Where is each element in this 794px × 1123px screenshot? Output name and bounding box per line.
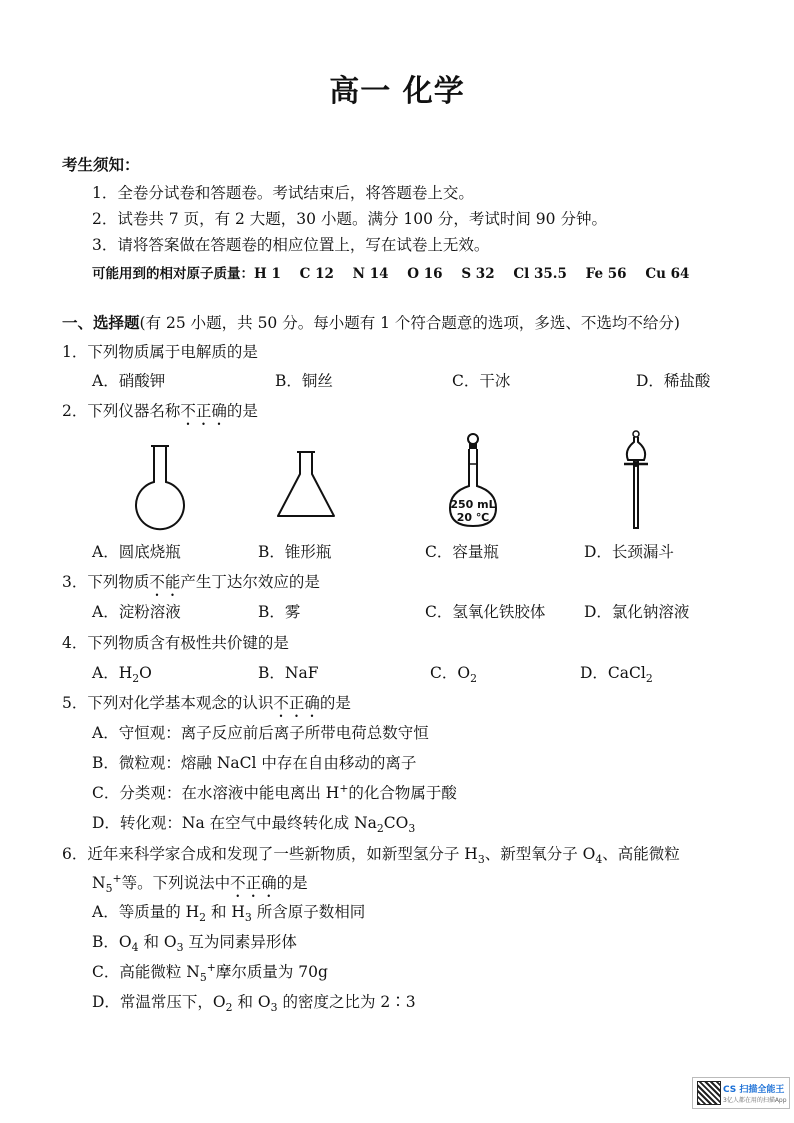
flask-temp-label: 20 ℃ — [456, 511, 490, 524]
q6-option-a: A．等质量的 $H_2$ 和 $H_3$ 所含原子数相同 — [92, 903, 366, 925]
q6-option-d: D．常温常压下，$O_2$ 和 $O_3$ 的密度之比为 2∶3 — [92, 993, 416, 1015]
q6-stem-line-2: $N_5^+$等。下列说法中不正确的是 — [92, 871, 308, 896]
section-desc: (有 25 小题，共 50 分。每小题有 1 个符合题意的选项，多选、不选均不给分) — [139, 314, 680, 332]
q1-option-c: C．干冰 — [452, 372, 511, 390]
flask-volume-label: 250 mL — [450, 498, 496, 511]
q5-option-d: D．转化观：Na 在空气中最终转化成 $Na_2CO_3$ — [92, 814, 416, 836]
q6-option-c: C．高能微粒 $N_5^+$摩尔质量为 70g — [92, 960, 328, 985]
q1-option-d: D．稀盐酸 — [636, 372, 711, 390]
q2-option-d: D．长颈漏斗 — [584, 543, 674, 561]
conical-flask-illustration — [272, 448, 342, 522]
funnel-illustration — [618, 428, 658, 532]
notice-heading: 考生须知： — [62, 155, 140, 174]
q2-option-a: A．圆底烧瓶 — [92, 543, 181, 561]
q3-option-a: A．淀粉溶液 — [92, 603, 181, 621]
q4-stem: 4．下列物质含有极性共价键的是 — [62, 634, 289, 652]
q1-stem: 1．下列物质属于电解质的是 — [62, 343, 258, 361]
q2-option-b: B．锥形瓶 — [258, 543, 332, 561]
volumetric-flask-illustration — [440, 430, 510, 530]
notice-item-3: 3．请将答案做在答题卷的相应位置上，写在试卷上无效。 — [92, 236, 490, 254]
q3-option-b: B．雾 — [258, 603, 301, 621]
notice-item-2: 2．试卷共 7 页，有 2 大题，30 小题。满分 100 分，考试时间 90 分钟。 — [92, 210, 607, 228]
q3-option-c: C．氢氧化铁胶体 — [425, 603, 546, 621]
q4-option-d: D．CaCl$_2$ — [580, 664, 653, 686]
page-title: 高一 化学 — [329, 74, 465, 109]
qr-code-icon — [697, 1081, 721, 1105]
watermark-logo: CS 扫描全能王 — [723, 1085, 785, 1095]
q5-option-b: B．微粒观：熔融 NaCl 中存在自由移动的离子 — [92, 754, 417, 772]
q5-option-c: C．分类观：在水溶液中能电离出 H+的化合物属于酸 — [92, 781, 457, 802]
q4-option-a: A．$H_2O$ — [92, 664, 152, 686]
q4-option-b: B．NaF — [258, 664, 319, 682]
q2-stem: 2．下列仪器名称不正确的是 — [62, 402, 258, 420]
section-heading — [62, 312, 680, 334]
atomic-masses: 可能用到的相对原子质量：H 1 C 12 N 14 O 16 S 32 Cl 35.5 Fe 56 Cu 64 — [92, 266, 690, 282]
q3-stem: 3．下列物质不能产生丁达尔效应的是 — [62, 573, 320, 591]
q6-option-b: B．$O_4$ 和 $O_3$ 互为同素异形体 — [92, 933, 297, 955]
q1-option-b: B．铜丝 — [275, 372, 333, 390]
q1-option-a: A．硝酸钾 — [92, 372, 166, 390]
q2-option-c: C．容量瓶 — [425, 543, 499, 561]
q6-stem-line-1: 6．近年来科学家合成和发现了一些新物质，如新型氢分子 $H_3$、新型氧分子 $O_4$、高能微粒 — [62, 845, 680, 867]
q5-option-a: A．守恒观：离子反应前后离子所带电荷总数守恒 — [92, 724, 429, 742]
q5-stem: 5．下列对化学基本观念的认识不正确的是 — [62, 694, 351, 712]
q4-option-c: C．$O_2$ — [430, 664, 477, 686]
section-name: 一、选择题 — [62, 313, 140, 332]
watermark-subtitle: 3亿人都在用的扫描App — [723, 1097, 787, 1104]
round-bottom-flask-illustration — [130, 438, 190, 528]
q3-option-d: D．氯化钠溶液 — [584, 603, 690, 621]
notice-item-1: 1．全卷分试卷和答题卷。考试结束后，将答题卷上交。 — [92, 184, 474, 202]
scanner-watermark — [692, 1077, 790, 1109]
